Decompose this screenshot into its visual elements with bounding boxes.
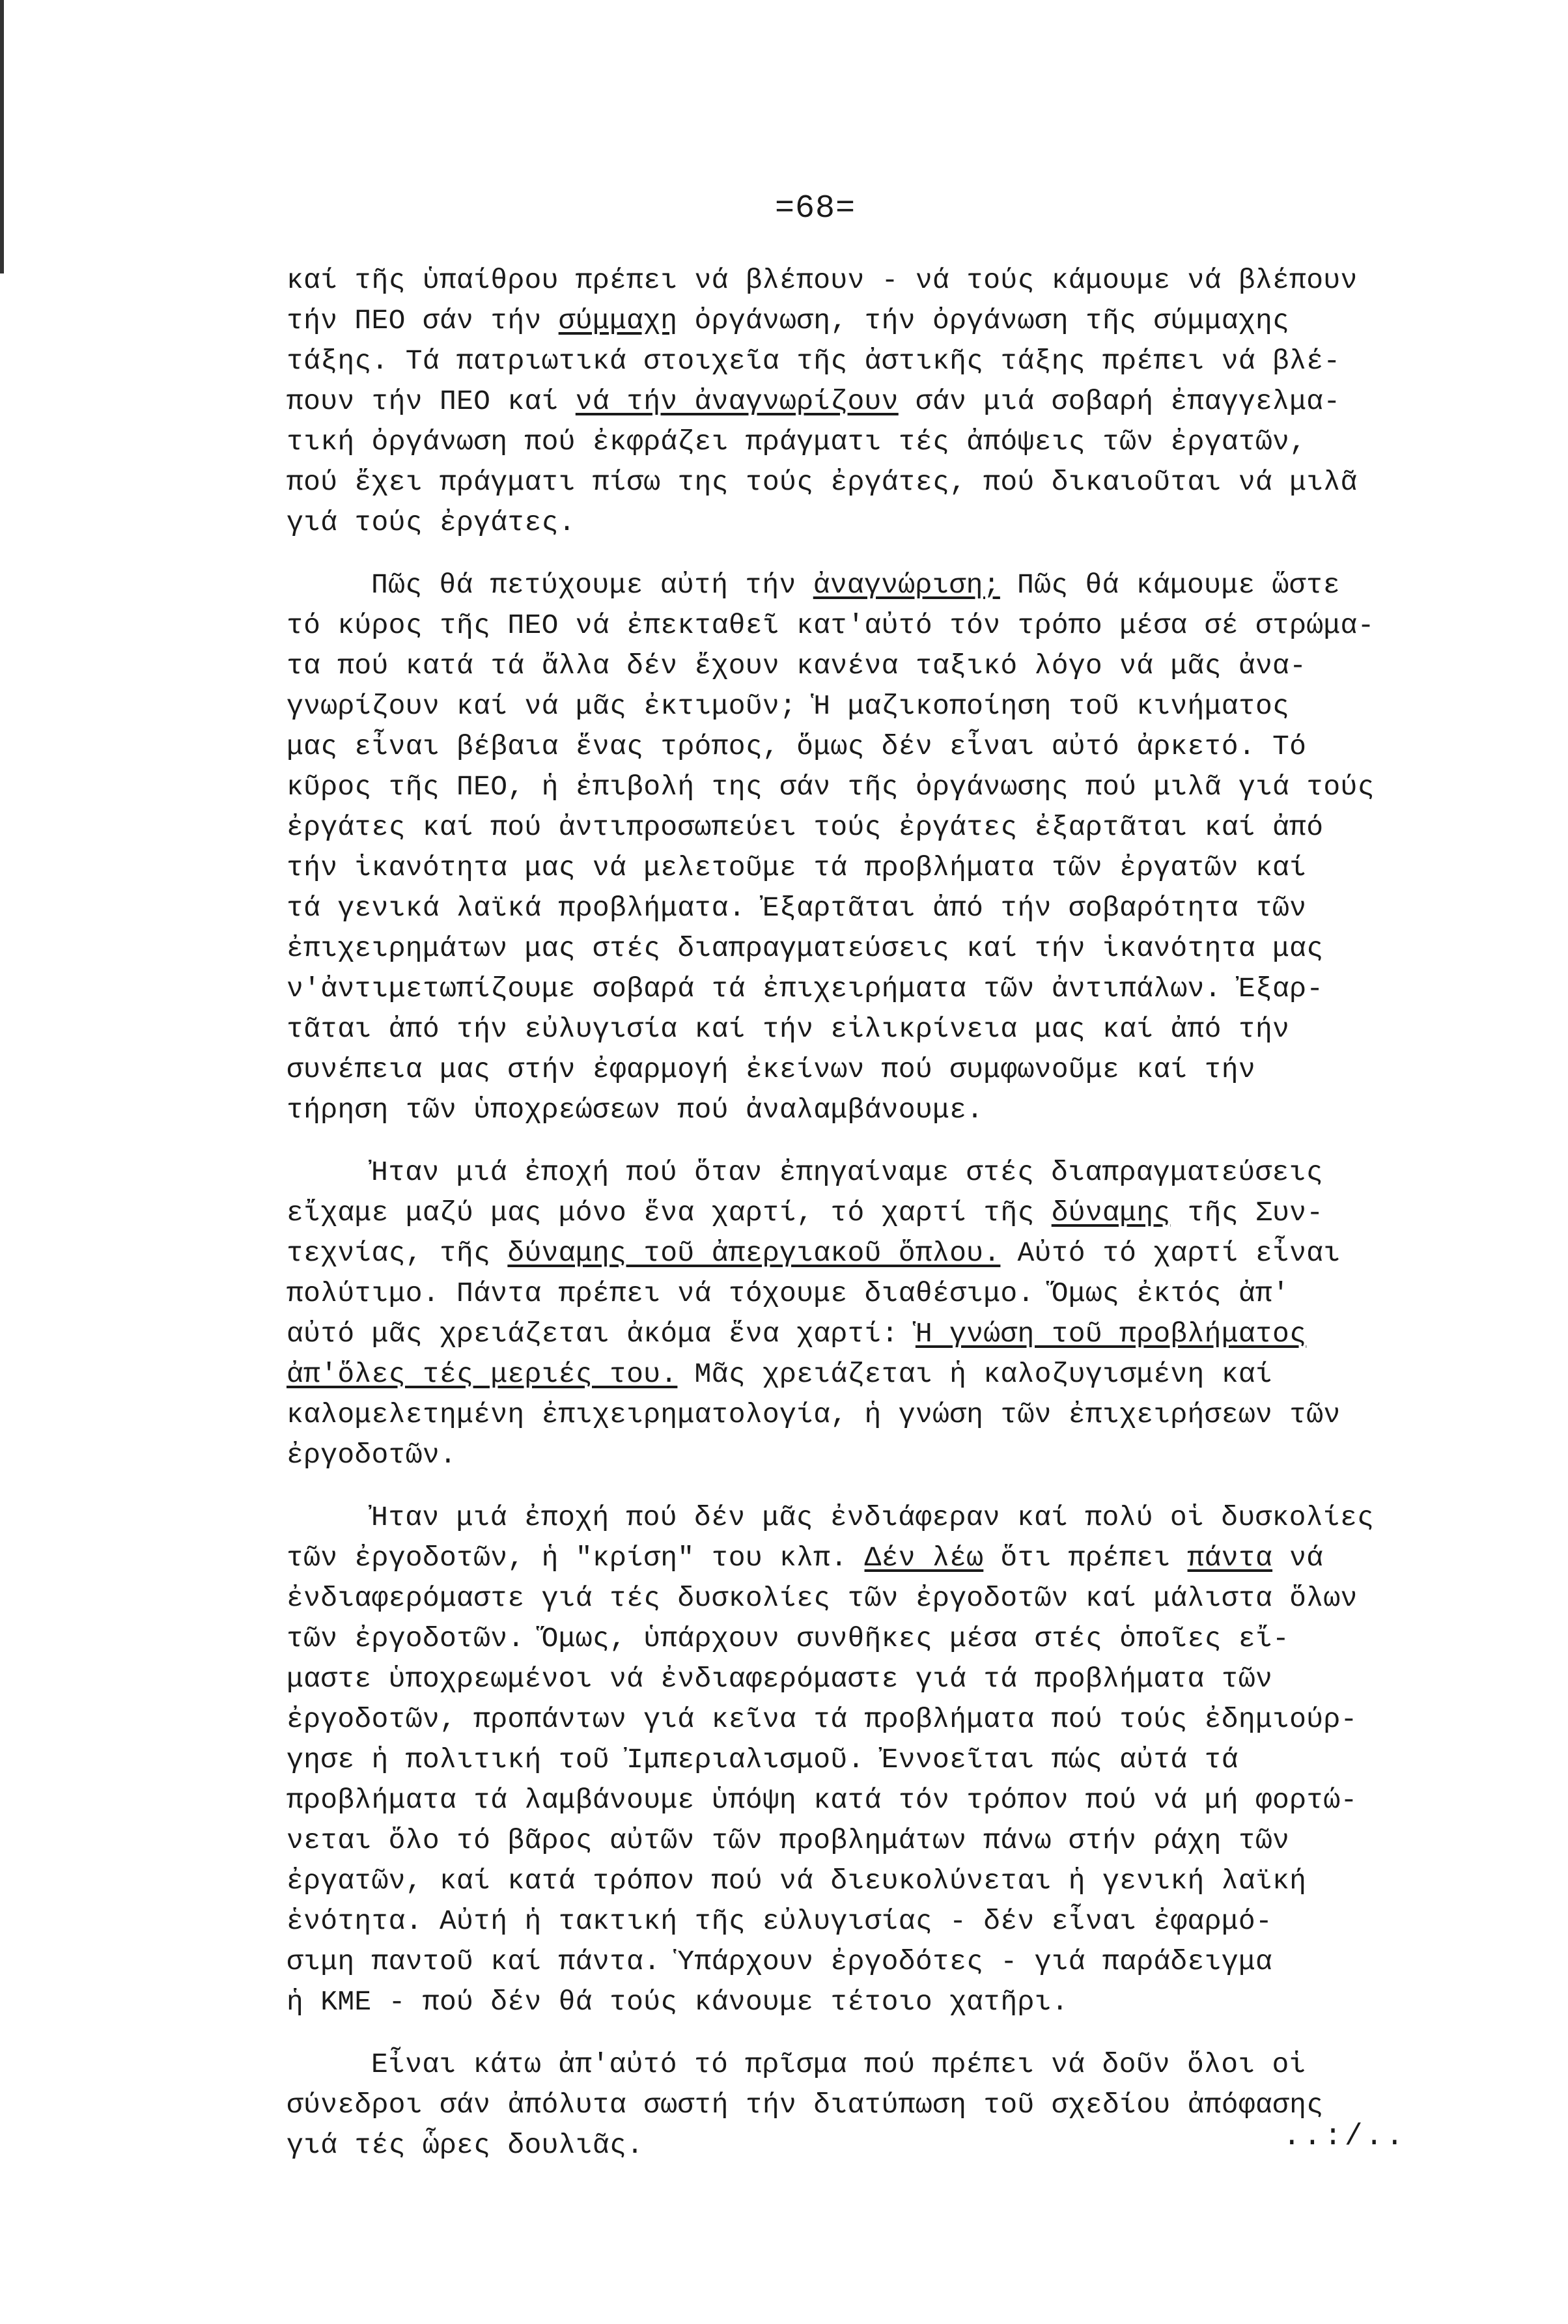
- underlined-phrase: πάντα: [1187, 1542, 1273, 1574]
- page-number: =68=: [775, 190, 856, 227]
- text-line: [287, 646, 1556, 686]
- text-run: γησε ἡ πολιτική τοῦ Ἰμπεριαλισμοῦ. Ἐννοεῖται πώς αὐτά τά: [287, 1744, 1239, 1776]
- continuation-mark: ..:/..: [1283, 2120, 1407, 2153]
- text-line: [287, 1314, 1556, 1354]
- text-line: [287, 1193, 1556, 1233]
- text-run: ὅτι πρέπει: [983, 1542, 1188, 1574]
- body-text: [287, 260, 1556, 2188]
- text-run: Πῶς θά πετύχουμε αὐτή τήν: [371, 569, 813, 601]
- text-line: [287, 1395, 1556, 1435]
- text-run: αὐτό μᾶς χρειάζεται ἀκόμα ἕνα χαρτί:: [287, 1318, 916, 1350]
- text-line: [287, 1901, 1556, 1942]
- text-line: [287, 969, 1556, 1009]
- text-line: [287, 1233, 1556, 1274]
- paragraph: [287, 1153, 1556, 1476]
- text-line: [287, 382, 1556, 422]
- text-run: καλομελετημένη ἐπιχειρηματολογία, ἡ γνώση τῶν ἐπιχειρήσεων τῶν: [287, 1399, 1341, 1431]
- text-line: [287, 1982, 1556, 2023]
- underlined-phrase: Ἡ γνώση τοῦ προβλήματος: [915, 1318, 1307, 1350]
- text-run: νά: [1272, 1542, 1324, 1574]
- text-line: [287, 1538, 1556, 1578]
- underlined-phrase: σύμμαχη: [558, 305, 678, 337]
- text-line: [287, 341, 1556, 382]
- text-line: [287, 565, 1556, 606]
- text-run: ν'ἀντιμετωπίζουμε σοβαρά τά ἐπιχειρήματα τῶν ἀντιπάλων. Ἐξαρ-: [287, 973, 1324, 1005]
- text-run: ἐργοδοτῶν.: [287, 1439, 457, 1471]
- text-line: [287, 888, 1556, 929]
- text-run: γνωρίζουν καί νά μᾶς ἐκτιμοῦν; Ἡ μαζικοποίηση τοῦ κινήματος: [287, 690, 1290, 722]
- text-run: καί τῆς ὑπαίθρου πρέπει νά βλέπουν - νά τούς κάμουμε νά βλέπουν: [287, 264, 1358, 296]
- text-line: [287, 1821, 1556, 1861]
- text-run: τήρηση τῶν ὑποχρεώσεων πού ἀναλαμβάνουμε.: [287, 1094, 984, 1126]
- text-run: πολύτιμο. Πάντα πρέπει νά τόχουμε διαθέσιμο. Ὅμως ἐκτός ἀπ': [287, 1278, 1290, 1309]
- text-line: [287, 1153, 1556, 1193]
- text-run: πουν τήν ΠΕΟ καί: [287, 385, 576, 417]
- underlined-phrase: ἀναγνώριση;: [813, 569, 1000, 601]
- text-run: ἐργοδοτῶν, προπάντων γιά κεῖνα τά προβλήματα πού τούς ἐδημιούρ-: [287, 1703, 1358, 1735]
- binding-edge: [0, 0, 4, 273]
- text-line: [287, 301, 1556, 341]
- paragraph: [287, 565, 1556, 1130]
- text-line: [287, 1354, 1556, 1395]
- paragraph: [287, 1498, 1556, 2023]
- text-run: νεται ὅλο τό βᾶρος αὐτῶν τῶν προβλημάτων πάνω στήν ράχη τῶν: [287, 1825, 1290, 1856]
- text-run: εἴχαμε μαζύ μας μόνο ἕνα χαρτί, τό χαρτί τῆς: [287, 1197, 1052, 1229]
- text-run: τική ὀργάνωση πού ἐκφράζει πράγματι τές ἀπόψεις τῶν ἐργατῶν,: [287, 426, 1307, 458]
- text-run: Ἠταν μιά ἐποχή πού δέν μᾶς ἐνδιάφεραν καί πολύ οἱ δυσκολίες: [371, 1502, 1375, 1533]
- text-line: [287, 1740, 1556, 1780]
- text-line: [287, 1090, 1556, 1130]
- text-run: τάξης. Τά πατριωτικά στοιχεῖα τῆς ἀστικῆς τάξης πρέπει νά βλέ-: [287, 345, 1341, 377]
- text-line: [287, 767, 1556, 807]
- text-line: [287, 462, 1556, 503]
- text-run: Αὐτό τό χαρτί εἶναι: [1000, 1237, 1341, 1269]
- text-run: ἐργατῶν, καί κατά τρόπον πού νά διευκολύνεται ἡ γενική λαϊκή: [287, 1865, 1307, 1897]
- text-line: [287, 1700, 1556, 1740]
- text-run: τά γενικά λαϊκά προβλήματα. Ἐξαρτᾶται ἀπό τήν σοβαρότητα τῶν: [287, 892, 1307, 924]
- text-line: [287, 1619, 1556, 1659]
- text-run: τῆς Συν-: [1170, 1197, 1324, 1229]
- text-line: [287, 727, 1556, 767]
- text-line: [287, 2045, 1556, 2085]
- text-run: τῶν ἐργοδοτῶν, ἡ "κρίση" του κλπ.: [287, 1542, 865, 1574]
- text-run: κῦρος τῆς ΠΕΟ, ἡ ἐπιβολή της σάν τῆς ὀργάνωσης πού μιλᾶ γιά τούς: [287, 771, 1375, 803]
- underlined-phrase: ἀπ'ὅλες τές μεριές του.: [287, 1358, 678, 1390]
- text-line: [287, 848, 1556, 888]
- text-run: Πῶς θά κάμουμε ὥστε: [1000, 569, 1340, 601]
- text-run: ἡ ΚΜΕ - πού δέν θά τούς κάνουμε τέτοιο χατῆρι.: [287, 1986, 1069, 2018]
- text-line: [287, 1274, 1556, 1314]
- text-run: ἑνότητα. Αὐτή ἡ τακτική τῆς εὐλυγισίας - δέν εἶναι ἐφαρμό-: [287, 1905, 1273, 1937]
- text-run: μας εἶναι βέβαια ἕνας τρόπος, ὅμως δέν εἶναι αὐτό ἀρκετό. Τό: [287, 731, 1307, 763]
- text-line: [287, 1578, 1556, 1619]
- text-line: [287, 1050, 1556, 1090]
- text-run: προβλήματα τά λαμβάνουμε ὑπόψη κατά τόν τρόπον πού νά μή φορτώ-: [287, 1784, 1358, 1816]
- text-run: μαστε ὑποχρεωμένοι νά ἐνδιαφερόμαστε γιά τά προβλήματα τῶν: [287, 1663, 1273, 1695]
- underlined-phrase: δύναμης τοῦ ἀπεργιακοῦ ὅπλου.: [507, 1237, 1001, 1269]
- text-line: [287, 1659, 1556, 1700]
- text-run: τα πού κατά τά ἄλλα δέν ἔχουν κανένα ταξικό λόγο νά μᾶς ἀνα-: [287, 650, 1307, 682]
- text-run: σάν μιά σοβαρή ἐπαγγελμα-: [898, 385, 1341, 417]
- text-line: [287, 1009, 1556, 1050]
- underlined-phrase: νά τήν ἀναγνωρίζουν: [575, 385, 899, 417]
- text-run: τᾶται ἀπό τήν εὐλυγισία καί τήν εἰλικρίνεια μας καί ἀπό τήν: [287, 1013, 1290, 1045]
- text-run: ἐργάτες καί πού ἀντιπροσωπεύει τούς ἐργάτες ἐξαρτᾶται καί ἀπό: [287, 811, 1324, 843]
- text-line: [287, 929, 1556, 969]
- text-line: [287, 1435, 1556, 1476]
- text-run: γιά τούς ἐργάτες.: [287, 507, 576, 539]
- paragraph: [287, 260, 1556, 543]
- text-run: τήν ἱκανότητα μας νά μελετοῦμε τά προβλήματα τῶν ἐργατῶν καί: [287, 852, 1307, 884]
- text-run: γιά τές ὧρες δουλιᾶς.: [287, 2129, 644, 2161]
- text-run: τήν ΠΕΟ σάν τήν: [287, 305, 559, 337]
- text-run: ἐνδιαφερόμαστε γιά τές δυσκολίες τῶν ἐργοδοτῶν καί μάλιστα ὅλων: [287, 1582, 1358, 1614]
- text-run: ὀργάνωση, τήν ὀργάνωση τῆς σύμμαχης: [677, 305, 1290, 337]
- text-run: Εἶναι κάτω ἀπ'αὐτό τό πρῖσμα πού πρέπει νά δοῦν ὅλοι οἱ: [371, 2049, 1306, 2080]
- text-run: τῶν ἐργοδοτῶν. Ὅμως, ὑπάρχουν συνθῆκες μέσα στές ὁποῖες εἴ-: [287, 1623, 1290, 1655]
- text-line: [287, 503, 1556, 543]
- text-line: [287, 807, 1556, 848]
- text-run: ἐπιχειρημάτων μας στές διαπραγματεύσεις καί τήν ἱκανότητα μας: [287, 932, 1324, 964]
- text-run: τεχνίας, τῆς: [287, 1237, 508, 1269]
- text-run: τό κύρος τῆς ΠΕΟ νά ἐπεκταθεῖ κατ'αὐτό τόν τρόπο μέσα σέ στρώμα-: [287, 609, 1375, 641]
- text-run: συνέπεια μας στήν ἐφαρμογή ἐκείνων πού συμφωνοῦμε καί τήν: [287, 1054, 1255, 1085]
- text-line: [287, 1498, 1556, 1538]
- text-line: [287, 260, 1556, 301]
- text-run: πού ἔχει πράγματι πίσω της τούς ἐργάτες, πού δικαιοῦται νά μιλᾶ: [287, 466, 1358, 498]
- text-line: [287, 1861, 1556, 1901]
- text-run: σιμη παντοῦ καί πάντα. Ὑπάρχουν ἐργοδότες - γιά παράδειγμα: [287, 1946, 1273, 1978]
- underlined-phrase: Δέν λέω: [864, 1542, 984, 1574]
- text-line: [287, 1942, 1556, 1982]
- underlined-phrase: δύναμης: [1051, 1197, 1171, 1229]
- text-run: Μᾶς χρειάζεται ἡ καλοζυγισμένη καί: [677, 1358, 1273, 1390]
- text-line: [287, 1780, 1556, 1821]
- text-run: Ἠταν μιά ἐποχή πού ὅταν ἐπηγαίναμε στές διαπραγματεύσεις: [371, 1156, 1323, 1188]
- text-run: σύνεδροι σάν ἀπόλυτα σωστή τήν διατύπωση τοῦ σχεδίου ἀπόφασης: [287, 2089, 1324, 2121]
- text-line: [287, 606, 1556, 646]
- text-line: [287, 686, 1556, 727]
- text-line: [287, 422, 1556, 462]
